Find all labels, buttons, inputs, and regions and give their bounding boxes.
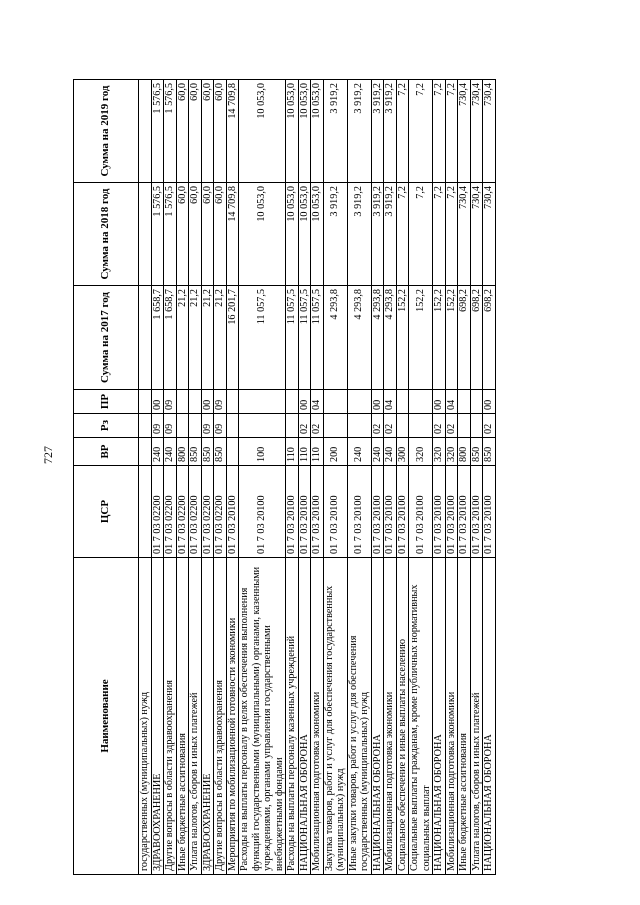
cell-vr: 240 <box>371 438 384 466</box>
cell-sum-2019: 10 053,0 <box>298 80 311 183</box>
cell-csr: 01 7 03 20100 <box>396 466 409 558</box>
cell-sum-2019: 3 919,2 <box>347 80 371 183</box>
cell-rz <box>409 414 433 438</box>
cell-rz: 02 <box>483 414 496 438</box>
cell-name: Уплата налогов, сборов и иных платежей <box>189 558 202 875</box>
cell-name: НАЦИОНАЛЬНАЯ ОБОРОНА <box>433 558 446 875</box>
cell-vr: 300 <box>396 438 409 466</box>
table-row <box>347 80 371 875</box>
cell-sum-2019: 1 576,5 <box>164 80 177 183</box>
cell-csr: 01 7 03 02200 <box>214 466 227 558</box>
table-row <box>214 80 227 875</box>
cell-csr: 01 7 03 02200 <box>176 466 189 558</box>
cell-name: НАЦИОНАЛЬНАЯ ОБОРОНА <box>298 558 311 875</box>
cell-sum-2017: 698,2 <box>458 286 471 390</box>
cell-vr: 200 <box>323 438 347 466</box>
cell-rz: 02 <box>371 414 384 438</box>
cell-pr <box>458 390 471 414</box>
cell-pr <box>323 390 347 414</box>
cell-csr: 01 7 03 20100 <box>458 466 471 558</box>
cell-csr: 01 7 03 02200 <box>164 466 177 558</box>
cell-sum-2019: 60,0 <box>189 80 202 183</box>
cell-sum-2018: 730,4 <box>483 183 496 286</box>
cell-name: Социальные выплаты гражданам, кроме публичных нормативных социальных выплат <box>409 558 433 875</box>
cell-pr: 00 <box>371 390 384 414</box>
cell-name: Мобилизационная подготовка экономики <box>445 558 458 875</box>
table-row <box>323 80 347 875</box>
cell-sum-2017: 21,2 <box>189 286 202 390</box>
cell-vr: 320 <box>445 438 458 466</box>
cell-sum-2018: 3 919,2 <box>384 183 397 286</box>
cell-pr: 00 <box>151 390 164 414</box>
cell-sum-2017: 4 293,8 <box>384 286 397 390</box>
cell-vr: 850 <box>470 438 483 466</box>
cell-sum-2017: 698,2 <box>483 286 496 390</box>
table-row <box>139 80 152 875</box>
header-csr: ЦСР <box>74 466 139 558</box>
cell-sum-2018: 730,4 <box>470 183 483 286</box>
cell-csr: 01 7 03 20100 <box>409 466 433 558</box>
cell-sum-2017: 4 293,8 <box>371 286 384 390</box>
header-rz: Рз <box>74 414 139 438</box>
cell-vr: 320 <box>409 438 433 466</box>
cell-rz: 09 <box>201 414 214 438</box>
cell-rz <box>347 414 371 438</box>
page-number: 727 <box>41 446 55 464</box>
cell-sum-2017: 11 057,5 <box>286 286 299 390</box>
cell-vr <box>226 438 239 466</box>
cell-rz <box>286 414 299 438</box>
table-row <box>298 80 311 875</box>
cell-rz <box>323 414 347 438</box>
header-row <box>74 80 139 875</box>
table-row <box>470 80 483 875</box>
cell-vr: 850 <box>483 438 496 466</box>
cell-rz: 02 <box>311 414 324 438</box>
cell-sum-2018: 7,2 <box>396 183 409 286</box>
cell-pr <box>176 390 189 414</box>
header-vr: ВР <box>74 438 139 466</box>
cell-sum-2019: 3 919,2 <box>384 80 397 183</box>
cell-rz: 09 <box>151 414 164 438</box>
cell-sum-2019: 730,4 <box>458 80 471 183</box>
table-row <box>409 80 433 875</box>
table-row <box>483 80 496 875</box>
cell-pr <box>139 390 152 414</box>
cell-name: Расходы на выплаты персоналу в целях обеспечения выполнения функций государственными (муниципальными) органами, казенными учреждениями, органами управления государственными внебюджетными фондами <box>239 558 286 875</box>
cell-rz <box>176 414 189 438</box>
table-row <box>239 80 286 875</box>
cell-sum-2018: 60,0 <box>214 183 227 286</box>
cell-name: Расходы на выплаты персоналу казенных учреждений <box>286 558 299 875</box>
cell-sum-2017: 1 658,7 <box>164 286 177 390</box>
cell-csr: 01 7 03 20100 <box>311 466 324 558</box>
cell-sum-2017: 21,2 <box>201 286 214 390</box>
cell-csr: 01 7 03 20100 <box>323 466 347 558</box>
cell-vr: 850 <box>214 438 227 466</box>
cell-vr: 110 <box>286 438 299 466</box>
cell-sum-2019: 10 053,0 <box>239 80 286 183</box>
cell-sum-2018: 1 576,5 <box>151 183 164 286</box>
cell-rz <box>470 414 483 438</box>
header-sum-2017: Сумма на 2017 год <box>74 286 139 390</box>
cell-vr: 110 <box>298 438 311 466</box>
cell-pr: 09 <box>164 390 177 414</box>
cell-sum-2018: 60,0 <box>201 183 214 286</box>
cell-pr: 04 <box>384 390 397 414</box>
cell-vr: 800 <box>176 438 189 466</box>
cell-sum-2017: 1 658,7 <box>151 286 164 390</box>
cell-sum-2017: 152,2 <box>433 286 446 390</box>
cell-pr: 00 <box>298 390 311 414</box>
cell-sum-2019: 60,0 <box>201 80 214 183</box>
cell-name: НАЦИОНАЛЬНАЯ ОБОРОНА <box>483 558 496 875</box>
cell-sum-2018: 730,4 <box>458 183 471 286</box>
cell-pr: 04 <box>311 390 324 414</box>
cell-sum-2019: 1 576,5 <box>151 80 164 183</box>
cell-sum-2019: 7,2 <box>396 80 409 183</box>
table-row <box>371 80 384 875</box>
cell-pr <box>396 390 409 414</box>
cell-sum-2019: 7,2 <box>433 80 446 183</box>
cell-sum-2019: 60,0 <box>214 80 227 183</box>
cell-vr: 100 <box>239 438 286 466</box>
cell-sum-2019: 10 053,0 <box>311 80 324 183</box>
cell-pr <box>409 390 433 414</box>
cell-sum-2019: 7,2 <box>445 80 458 183</box>
cell-pr <box>189 390 202 414</box>
cell-sum-2018: 7,2 <box>433 183 446 286</box>
cell-pr <box>347 390 371 414</box>
cell-vr: 240 <box>384 438 397 466</box>
cell-name: Мобилизационная подготовка экономики <box>384 558 397 875</box>
cell-sum-2017: 4 293,8 <box>323 286 347 390</box>
header-name: Наименование <box>74 558 139 875</box>
cell-sum-2019 <box>139 80 152 183</box>
cell-vr: 240 <box>151 438 164 466</box>
cell-rz: 02 <box>298 414 311 438</box>
cell-sum-2018: 10 053,0 <box>239 183 286 286</box>
cell-rz <box>139 414 152 438</box>
cell-csr: 01 7 03 20100 <box>483 466 496 558</box>
cell-sum-2017: 152,2 <box>396 286 409 390</box>
cell-name: Социальное обеспечение и иные выплаты населению <box>396 558 409 875</box>
cell-rz: 09 <box>164 414 177 438</box>
header-sum-2018: Сумма на 2018 год <box>74 183 139 286</box>
cell-sum-2017: 11 057,5 <box>239 286 286 390</box>
cell-sum-2017: 21,2 <box>176 286 189 390</box>
cell-rz: 09 <box>214 414 227 438</box>
cell-csr: 01 7 03 20100 <box>433 466 446 558</box>
cell-csr: 01 7 03 20100 <box>298 466 311 558</box>
cell-pr: 00 <box>483 390 496 414</box>
cell-sum-2018: 3 919,2 <box>371 183 384 286</box>
cell-rz: 02 <box>433 414 446 438</box>
table-row <box>458 80 471 875</box>
cell-sum-2018: 3 919,2 <box>347 183 371 286</box>
table-row <box>286 80 299 875</box>
cell-pr: 04 <box>445 390 458 414</box>
cell-sum-2019: 3 919,2 <box>323 80 347 183</box>
cell-csr: 01 7 03 20100 <box>445 466 458 558</box>
cell-pr: 09 <box>214 390 227 414</box>
cell-name: Другие вопросы в области здравоохранения <box>214 558 227 875</box>
cell-sum-2019: 10 053,0 <box>286 80 299 183</box>
header-pr: ПР <box>74 390 139 414</box>
cell-pr: 00 <box>201 390 214 414</box>
cell-name: ЗДРАВООХРАНЕНИЕ <box>151 558 164 875</box>
cell-sum-2018: 60,0 <box>176 183 189 286</box>
table-row <box>433 80 446 875</box>
cell-vr: 850 <box>201 438 214 466</box>
cell-sum-2018: 10 053,0 <box>286 183 299 286</box>
cell-vr: 850 <box>189 438 202 466</box>
cell-sum-2019: 7,2 <box>409 80 433 183</box>
cell-name: НАЦИОНАЛЬНАЯ ОБОРОНА <box>371 558 384 875</box>
cell-sum-2019: 14 709,8 <box>226 80 239 183</box>
table-row <box>176 80 189 875</box>
cell-sum-2017: 152,2 <box>409 286 433 390</box>
cell-sum-2019: 730,4 <box>483 80 496 183</box>
cell-sum-2018: 10 053,0 <box>298 183 311 286</box>
cell-pr <box>239 390 286 414</box>
cell-name: Иные бюджетные ассигнования <box>176 558 189 875</box>
table-body <box>139 80 496 875</box>
cell-csr: 01 7 03 02200 <box>151 466 164 558</box>
cell-name: Мероприятия по мобилизационной готовности экономики <box>226 558 239 875</box>
cell-rz <box>396 414 409 438</box>
cell-sum-2018: 3 919,2 <box>323 183 347 286</box>
cell-sum-2017: 11 057,5 <box>298 286 311 390</box>
cell-name: Закупка товаров, работ и услуг для обеспечения государственных (муниципальных) нужд <box>323 558 347 875</box>
cell-rz <box>239 414 286 438</box>
table-row <box>201 80 214 875</box>
budget-table <box>73 79 496 875</box>
cell-sum-2017: 21,2 <box>214 286 227 390</box>
cell-sum-2018 <box>139 183 152 286</box>
cell-name: Уплата налогов, сборов и иных платежей <box>470 558 483 875</box>
cell-name: ЗДРАВООХРАНЕНИЕ <box>201 558 214 875</box>
cell-pr: 00 <box>433 390 446 414</box>
table-row <box>445 80 458 875</box>
cell-rz <box>226 414 239 438</box>
cell-name: Иные закупки товаров, работ и услуг для обеспечения государственных (муниципальных) нужд <box>347 558 371 875</box>
cell-name: Иные бюджетные ассигнования <box>458 558 471 875</box>
cell-rz <box>458 414 471 438</box>
cell-pr <box>286 390 299 414</box>
table-row <box>226 80 239 875</box>
cell-sum-2017: 16 201,7 <box>226 286 239 390</box>
cell-rz: 02 <box>384 414 397 438</box>
cell-pr <box>226 390 239 414</box>
cell-csr: 01 7 03 20100 <box>239 466 286 558</box>
cell-sum-2019: 3 919,2 <box>371 80 384 183</box>
cell-sum-2018: 1 576,5 <box>164 183 177 286</box>
cell-vr: 240 <box>164 438 177 466</box>
cell-sum-2017 <box>139 286 152 390</box>
cell-sum-2018: 14 709,8 <box>226 183 239 286</box>
cell-sum-2017: 698,2 <box>470 286 483 390</box>
cell-vr: 240 <box>347 438 371 466</box>
cell-sum-2018: 7,2 <box>409 183 433 286</box>
cell-rz: 02 <box>445 414 458 438</box>
table-row <box>396 80 409 875</box>
cell-rz <box>189 414 202 438</box>
cell-csr: 01 7 03 20100 <box>384 466 397 558</box>
cell-vr: 110 <box>311 438 324 466</box>
cell-csr: 01 7 03 20100 <box>347 466 371 558</box>
cell-vr: 320 <box>433 438 446 466</box>
cell-csr: 01 7 03 20100 <box>286 466 299 558</box>
cell-pr <box>470 390 483 414</box>
cell-csr: 01 7 03 20100 <box>470 466 483 558</box>
table-row <box>164 80 177 875</box>
cell-sum-2018: 7,2 <box>445 183 458 286</box>
cell-sum-2017: 4 293,8 <box>347 286 371 390</box>
cell-name: Мобилизационная подготовка экономики <box>311 558 324 875</box>
table-row <box>151 80 164 875</box>
cell-sum-2018: 60,0 <box>189 183 202 286</box>
cell-sum-2019: 60,0 <box>176 80 189 183</box>
cell-sum-2017: 152,2 <box>445 286 458 390</box>
table-row <box>311 80 324 875</box>
cell-csr: 01 7 03 02200 <box>189 466 202 558</box>
cell-sum-2018: 10 053,0 <box>311 183 324 286</box>
cell-sum-2019: 730,4 <box>470 80 483 183</box>
cell-csr <box>139 466 152 558</box>
cell-csr: 01 7 03 20100 <box>371 466 384 558</box>
rotated-table-wrapper <box>73 80 552 875</box>
cell-csr: 01 7 03 02200 <box>201 466 214 558</box>
table-row <box>189 80 202 875</box>
cell-vr <box>139 438 152 466</box>
cell-sum-2017: 11 057,5 <box>311 286 324 390</box>
cell-csr: 01 7 03 20100 <box>226 466 239 558</box>
header-sum-2019: Сумма на 2019 год <box>74 80 139 183</box>
cell-vr: 800 <box>458 438 471 466</box>
table-row <box>384 80 397 875</box>
cell-name: государственных (муниципальных) нужд <box>139 558 152 875</box>
cell-name: Другие вопросы в области здравоохранения <box>164 558 177 875</box>
